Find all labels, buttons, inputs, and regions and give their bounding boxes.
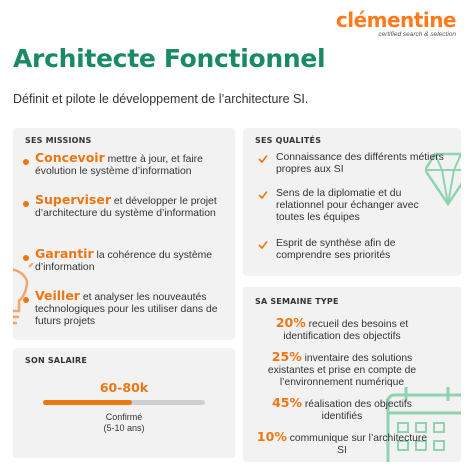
mission-item	[35, 152, 231, 178]
week-text: inventaire des solutions existantes et prise en compte de l’environnement numérique	[267, 353, 417, 388]
mission-item	[35, 290, 231, 328]
check-icon	[258, 240, 268, 250]
brand-logo	[336, 10, 456, 38]
salary-range: 60-80k	[99, 380, 149, 395]
quality-item: Sens de la diplomatie et du relationnel pour échanger avec toutes les équipes	[276, 188, 419, 223]
week-item	[251, 317, 433, 343]
mission-text: mettre à jour, et faire évolution le système d’information	[35, 154, 203, 177]
week-percent: 10%	[256, 429, 287, 444]
bullet-icon	[23, 297, 29, 303]
salary-heading: SON SALAIRE	[25, 356, 88, 365]
week-item	[251, 397, 433, 423]
qualities-card	[243, 128, 461, 276]
check-icon	[258, 154, 268, 164]
week-card	[243, 287, 461, 462]
week-item	[251, 431, 433, 457]
mission-keyword: Garantir	[35, 246, 94, 261]
mission-item	[35, 194, 231, 220]
mission-keyword: Concevoir	[35, 150, 105, 165]
bullet-icon	[23, 159, 29, 165]
mission-text: et développer le projet d’architecture du système d’information	[35, 196, 217, 219]
week-text: recueil des besoins et identification des objectifs	[283, 319, 409, 342]
brand-tagline: certified search & selection	[378, 31, 456, 38]
mission-text: et analyser les nouveautés technologiques pour les utiliser dans de futurs projets	[35, 292, 218, 327]
bullet-icon	[23, 255, 29, 261]
week-percent: 25%	[271, 349, 302, 364]
salary-level: Confirmé	[105, 412, 143, 422]
missions-heading: SES MISSIONS	[25, 136, 92, 145]
page-title: Architecte Fonctionnel	[13, 44, 326, 73]
week-text: réalisation des objectifs identifiés	[302, 399, 412, 422]
week-text: communique sur l’architecture SI	[286, 433, 428, 456]
salary-bar	[43, 400, 205, 405]
quality-item: Connaissance des différents métiers propres aux SI	[276, 152, 444, 175]
page-subtitle: Définit et pilote le développement de l’architecture SI.	[13, 92, 309, 106]
week-item	[251, 351, 433, 389]
salary-card	[13, 348, 235, 458]
salary-bar-fill	[43, 400, 132, 405]
missions-card	[13, 128, 235, 340]
mission-keyword: Veiller	[35, 288, 80, 303]
check-icon	[258, 190, 268, 200]
mission-item	[35, 248, 231, 274]
quality-item: Esprit de synthèse afin de comprendre ses priorités	[276, 238, 396, 261]
bullet-icon	[23, 201, 29, 207]
brand-name: clémentine	[335, 8, 456, 32]
mission-text: la cohérence du système d’information	[35, 250, 213, 273]
week-percent: 20%	[275, 315, 306, 330]
qualities-heading: SES QUALITÉS	[255, 136, 322, 145]
week-percent: 45%	[272, 395, 302, 410]
mission-keyword: Superviser	[35, 192, 112, 207]
week-heading: SA SEMAINE TYPE	[255, 297, 339, 306]
salary-years: (5-10 ans)	[103, 423, 145, 433]
